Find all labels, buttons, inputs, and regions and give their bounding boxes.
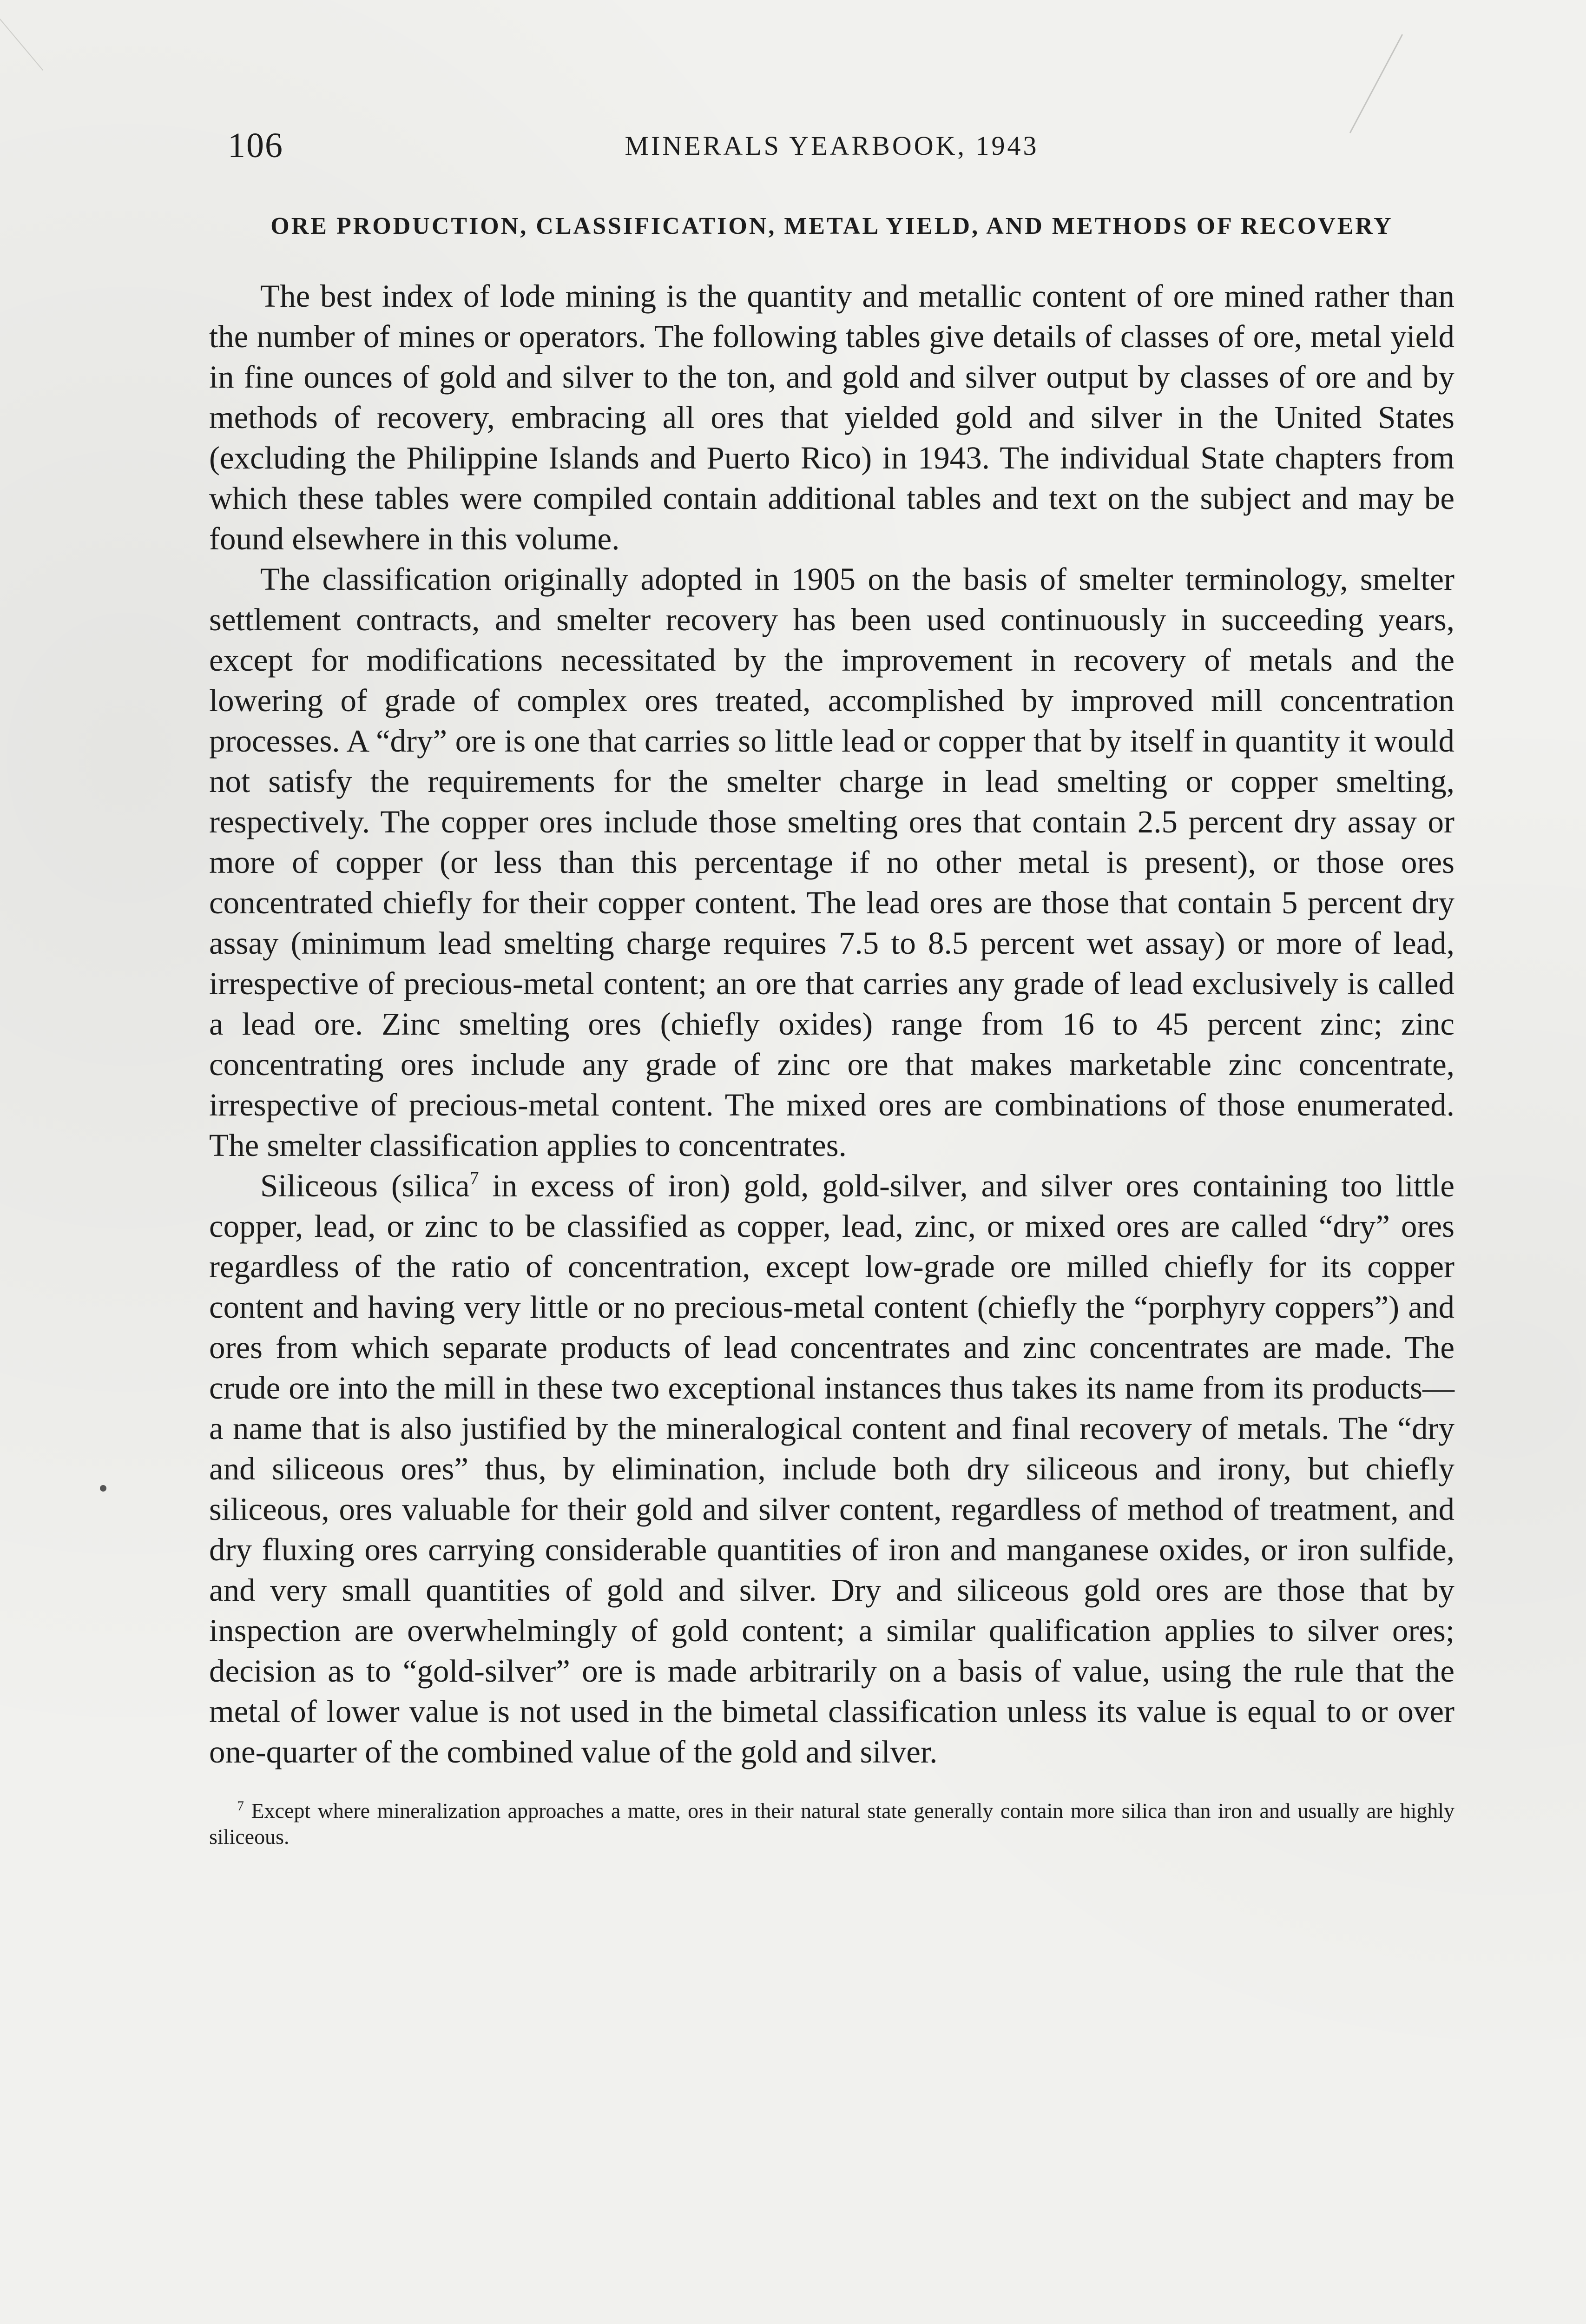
paragraph-text: in excess of iron) gold, gold-silver, and silver ores containing too little copper, lead, or zinc to be classified as copper, lead, zinc, or mixed ores are called “dry” ores regardless of the ratio of concentration, except low-grade ore milled chiefly for its copper content and having very little or no precious-metal content (chiefly the “porphyry coppers”) and ores from which separate products of lead concentrates and zinc concentrates are made. The crude ore into the mill in these two exceptional instances thus takes its name from its products—a name that is also justified by the mineralogical content and final recovery of metals. The “dry and siliceous ores” thus, by elimination, include both dry siliceous and irony, but chiefly siliceous, ores valuable for their gold and silver content, regardless of method of treatment, and dry fluxing ores carrying considerable quantities of iron and manganese oxides, or iron sulfide, and very small quantities of gold and silver. Dry and siliceous gold ores are those that by inspection are overwhelmingly of gold content; a similar qualification applies to silver ores; decision as to “gold-silver” ore is made arbitrarily on a basis of value, using the rule that the metal of lower value is not used in the bimetal classification unless its value is equal to or over one-quarter of the combined value of the gold and silver. xyxy=(209,1168,1454,1769)
page-number: 106 xyxy=(228,126,283,165)
page-content xyxy=(209,116,1454,1850)
body-text xyxy=(209,276,1454,1772)
paragraph xyxy=(209,1166,1454,1772)
section-heading: ORE PRODUCTION, CLASSIFICATION, METAL YIELD, AND METHODS OF RECOVERY xyxy=(270,213,1393,239)
paragraph-text: Siliceous (silica xyxy=(260,1168,470,1203)
paragraph: The best index of lode mining is the quantity and metallic content of ore mined rather than the number of mines or operators. The following tables give details of classes of ore, metal yield in fine ounces of gold and silver to the ton, and gold and silver output by classes of ore and by methods of recovery, embracing all ores that yielded gold and silver in the United States (excluding the Philippine Islands and Puerto Rico) in 1943. The individual State chapters from which these tables were compiled contain additional tables and text on the subject and may be found elsewhere in this volume. xyxy=(209,278,1454,556)
scan-speck xyxy=(100,1485,106,1492)
running-title: MINERALS YEARBOOK, 1943 xyxy=(625,131,1039,161)
footnote-marker: 7 xyxy=(237,1798,244,1814)
footnote-text: Except where mineralization approaches a matte, ores in their natural state generally contain more silica than iron and usually are highly siliceous. xyxy=(209,1799,1454,1849)
footnote xyxy=(209,1798,1454,1850)
footnote-reference: 7 xyxy=(469,1168,479,1188)
running-head xyxy=(209,116,1454,167)
scan-edge-mark xyxy=(0,13,43,71)
paragraph: The classification originally adopted in 1905 on the basis of smelter terminology, smelter settlement contracts, and smelter recovery has been used continuously in succeeding years, except for modifications necessitated by the improvement in recovery of metals and the lowering of grade of complex ores treated, accomplished by improved mill concentration processes. A “dry” ore is one that carries so little lead or copper that by itself in quantity it would not satisfy the requirements for the smelter charge in lead smelting or copper smelting, respectively. The copper ores include those smelting ores that contain 2.5 percent dry assay or more of copper (or less than this percentage if no other metal is present), or those ores concentrated chiefly for their copper content. The lead ores are those that contain 5 percent dry assay (minimum lead smelting charge requires 7.5 to 8.5 percent wet assay) or more of lead, irrespective of precious-metal content; an ore that carries any grade of lead exclusively is called a lead ore. Zinc smelting ores (chiefly oxides) range from 16 to 45 percent zinc; zinc concentrating ores include any grade of zinc ore that makes marketable zinc concentrate, irrespective of precious-metal content. The mixed ores are combinations of those enumerated. The smelter classification applies to concentrates. xyxy=(209,561,1454,1163)
